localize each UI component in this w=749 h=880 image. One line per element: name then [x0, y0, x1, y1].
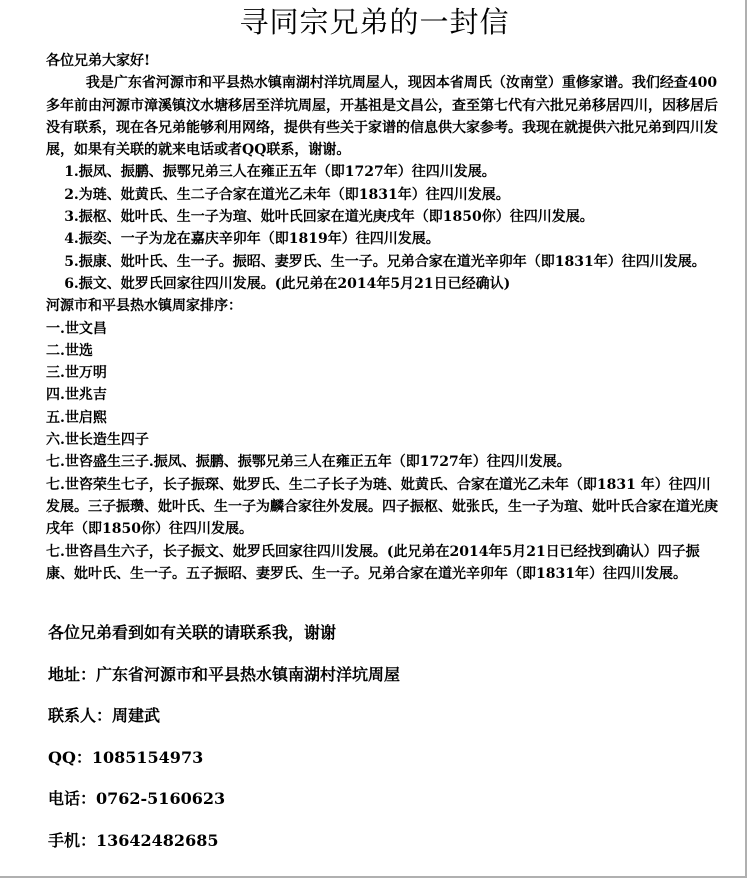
letter-title: 寻同宗兄弟的一封信 — [239, 5, 510, 39]
generation-item: 三.世万明 — [46, 365, 107, 382]
generation-item: 四.世兆吉 — [46, 387, 107, 404]
phone-line: 电话：0762-5160623 — [48, 789, 226, 808]
generation-item: 二.世选 — [46, 342, 93, 359]
mobile-line: 手机：13642482685 — [48, 830, 219, 850]
generation-item: 五.世启熙 — [46, 409, 107, 426]
order-heading: 河源市和平县热水镇周家排序： — [46, 298, 242, 315]
intro-paragraph: 我是广东省河源市和平县热水镇南湖村洋坑周屋人，现因本省周氏（汝南堂）重修家谱。我们经查400多年前由河源市漳溪镇汶水塘移居至洋坑周屋，开基祖是文昌公，查至第七代有六批兄弟移居四川，因移居后没有联系，现在各兄弟能够利用网络，提供有些关于家谱的信息供大家参考。我现在就提供六批兄弟到四川发展，如果有关联的就来电话或者QQ联系，谢谢。 — [46, 75, 718, 159]
closing-line: 各位兄弟看到如有关联的请联系我，谢谢 — [48, 623, 337, 642]
generation-item: 六.世长造生四子 — [46, 432, 149, 449]
batch-item: 4.振奕、一子为龙在嘉庆辛卯年（即1819年）往四川发展。 — [64, 231, 440, 248]
batch-item: 2.为琏、妣黄氏、生二子合家在道光乙未年（即1831年）往四川发展。 — [64, 186, 510, 203]
qq-line: QQ：1085154973 — [48, 747, 204, 767]
generation-item: 一.世文昌 — [46, 320, 107, 337]
batch-item: 1.振凤、振鹏、振鄂兄弟三人在雍正五年（即1727年）往四川发展。 — [64, 164, 496, 181]
batch-item: 6.振文、妣罗氏回家往四川发展。(此兄弟在2014年5月21日已经确认) — [64, 275, 511, 292]
contact-person-line: 联系人：周建武 — [48, 706, 161, 725]
generation-item: 七.世咨荣生七子，长子振琛、妣罗氏、生二子长子为琏、妣黄氏、合家在道光乙未年（即1831 年）往四川发展。三子振瓒、妣叶氏、生一子为麟合家往外发展。四子振枢、妣张氏，生一子为瑄、妣叶氏合家在道光庚戌年（即1850你）往四川发展。 — [46, 476, 718, 538]
address-line: 地址：广东省河源市和平县热水镇南湖村洋坑周屋 — [48, 664, 401, 684]
generation-item: 七.世咨盛生三子.振凤、振鹏、振鄂兄弟三人在雍正五年（即1727年）往四川发展。 — [46, 454, 571, 471]
batch-item: 3.振枢、妣叶氏、生一子为瑄、妣叶氏回家在道光庚戌年（即1850你）往四川发展。 — [64, 209, 594, 226]
batch-item: 5.振康、妣叶氏、生一子。振昭、妻罗氏、生一子。兄弟合家在道光辛卯年（即1831年）往四川发展。 — [64, 253, 706, 270]
greeting: 各位兄弟大家好! — [46, 53, 151, 69]
generation-item: 七.世咨昌生六子，长子振文、妣罗氏回家往四川发展。(此兄弟在2014年5月21日已经找到确认）四子振康、妣叶氏、生一子。五子振昭、妻罗氏、生一子。兄弟合家在道光辛卯年（即1831年）往四川发展。 — [46, 543, 700, 582]
letter-body — [46, 50, 722, 585]
contact-section — [48, 622, 728, 871]
